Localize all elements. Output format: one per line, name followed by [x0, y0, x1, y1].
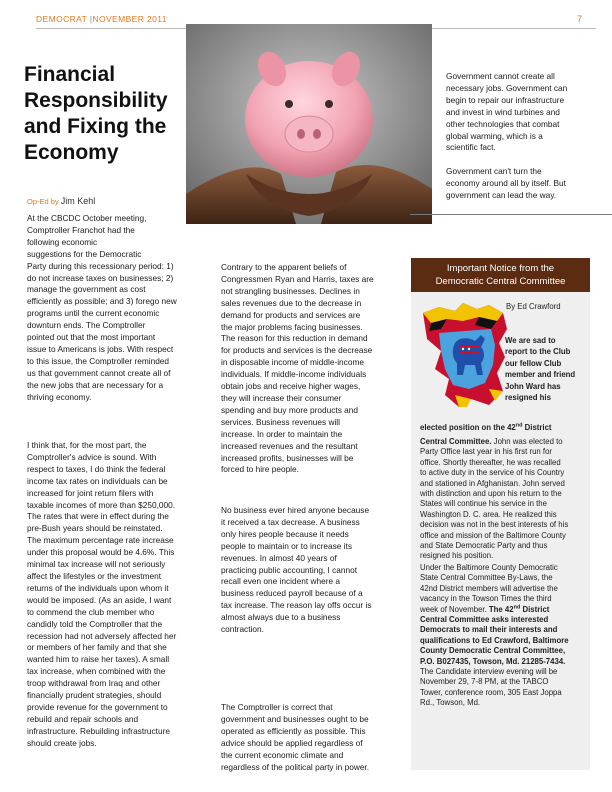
publication-name: DEMOCRAT — [36, 14, 88, 24]
issue-date: NOVEMBER 2011 — [92, 14, 167, 24]
column-divider-rule — [410, 214, 612, 215]
byline-label: Op-Ed by — [27, 197, 59, 206]
running-header — [36, 14, 167, 24]
article-column-3 — [446, 71, 596, 214]
author-name: Jim Kehl — [60, 196, 96, 206]
piggy-bank-photo — [186, 24, 432, 224]
notice-paragraph-1 — [420, 437, 586, 562]
notice-byline: By Ed Crawford — [506, 302, 561, 311]
lead-cont-b: District — [522, 423, 552, 432]
notice-p1-text: John was elected to Party Office last year in his first run for office. Shortly thereafter, he was recalled to active duty in the service of his Country and stationed in Afghanistan. John served with distinction and upon his return to the States will continue his service in the Washington D. C. area. He realized this decision was not in the best interests of his office and mission of the Baltimore County and State Democratic Party and thus resigned his position. — [420, 437, 569, 561]
notice-p2-plain: Under the Baltimore County Democratic State Central Committee By-Laws, the 42nd District members will advertise the vacancy in the Towson Times the third week of November. — [420, 563, 558, 614]
article-title: Financial Responsibility and Fixing the Economy — [24, 63, 168, 164]
article-column-2-bottom — [221, 702, 399, 785]
notice-lead: We are sad to report to the Club our fellow Club member and friend John Ward has resigned his — [505, 336, 576, 403]
notice-heading-line-1: Important Notice from the — [446, 263, 555, 274]
notice-heading-line-2: Democratic Central Committee — [435, 275, 566, 287]
paragraph: At the CBCDC October meeting, Comptroller Franchot had the following economic suggestions for the Democratic Party during this recessionary period: 1) do not increase taxes on businesses; 2) manage the government as cost efficiently as possible; and 3) forego new programs until the current economic downturn ends. The Comptroller pointed out that the most important issue to Americans is jobs. With respect to this issue, the Comptroller reminded us that government cannot create all of the new jobs that are necessary for a thriving economy. — [27, 213, 177, 402]
lead-cont-c: Central Committee. — [420, 437, 492, 446]
notice-p2-bold-b: District Central Committee asks interested Democrats to mail their interests and qualifications to Ed Crawford, Baltimore County Democratic Central Committee, P.O. B027435, Towson, Md. 21285-7434. — [420, 604, 569, 666]
paragraph: The Comptroller is correct that government and businesses ought to be operated as efficiently as possible. This advice should be applied regardless of the current economic climate and regardless of the political party in power. — [221, 702, 370, 772]
paragraph: No business ever hired anyone because it received a tax decrease. A business only hires people because it needs people to maintain or to increase its revenues. In almost 40 years of practicing public accounting, I cannot recall even one incident where a business reduced payroll because of a tax increase. The reason lay offs occur is almost always due to a business contraction. — [221, 505, 372, 635]
notice-p2-tail: The Candidate interview evening will be November 29, 7-8 PM, at the TABCO Tower, conference room, 305 East Joppa Rd., Towson, Md. — [420, 667, 562, 708]
paragraph: Government cannot create all necessary jobs. Government can begin to repair our infrastructure and invest in wind turbines and other technologies that combat global warming, which is a scientific fact. — [446, 71, 568, 153]
notice-sidebar — [411, 258, 590, 770]
article-byline — [27, 196, 95, 206]
page-number: 7 — [576, 14, 582, 24]
paragraph: Government can't turn the economy around all by itself. But government can lead the way. — [446, 166, 566, 201]
article-column-1-bottom — [27, 440, 205, 761]
lead-cont-a: elected position on the 42 — [420, 423, 516, 432]
notice-heading — [411, 258, 590, 292]
article-column-2-middle — [221, 505, 399, 648]
notice-p2-bold-a: The 42 — [488, 604, 514, 614]
maryland-donkey-map-icon — [419, 299, 512, 411]
notice-lead-continued — [420, 423, 586, 433]
article-column-2-top — [221, 262, 399, 488]
header-separator: | — [89, 14, 93, 24]
lead-sup: nd — [515, 422, 523, 429]
article-column-1-top — [27, 213, 199, 415]
paragraph: I think that, for the most part, the Comptroller's advice is sound. With respect to taxes, I do think the federal income tax rates on individuals can be increased for joint return filers with taxable incomes of more than $250,000. The rates that were in effect during the pre-Bush years should be reinstated. The maximum percentage rate increase under this proposal would be 4.6%. This minimal tax increase will not seriously affect the lifestyles or the investment returns of the individuals upon whom it would be imposed. (As an aside, I want to commend the club member who candidly told the Comptroller that the recession had not adversely affected her or members of her family and that she wanted him to raise her taxes). A small tax increase, when combined with the troop withdrawal from Iraq and other financially prudent strategies, should provide revenue for the government to rebuild and repair schools and infrastructure. Rebuilding infrastructure should create jobs. — [27, 440, 177, 748]
notice-paragraph-2 — [420, 563, 588, 709]
paragraph: Contrary to the apparent beliefs of Congressmen Ryan and Harris, taxes are not strangling businesses. Declines in sales revenues due to the decrease in demand for products and services are the major problems facing businesses. The reason for this reduction in demand for products and services is the decrease in disposable income of middle-income individuals. If middle-income individuals obtain jobs and receive higher wages, they will increase their consumer spending and buy more products and services. Business revenues will increase. In order to maintain the increased revenues and the resultant increased profits, businesses will be forced to hire people. — [221, 262, 374, 475]
notice-p2-sup: nd — [513, 604, 521, 611]
